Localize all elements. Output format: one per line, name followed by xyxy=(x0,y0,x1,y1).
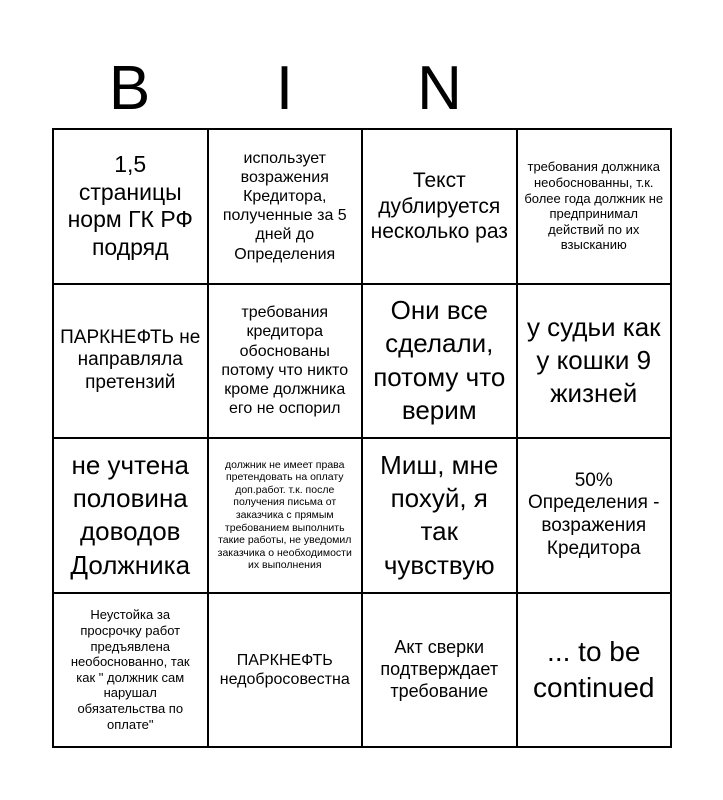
bingo-cell-text: Неустойка за просрочку работ предъявлена необоснованно, так как " должник сам нарушал обязательства по оплате" xyxy=(70,607,190,732)
bingo-cell[interactable] xyxy=(209,439,364,594)
bingo-header xyxy=(52,50,672,128)
header-letter-g xyxy=(517,50,672,128)
bingo-cell-text: у судьи как у кошки 9 жизней xyxy=(526,311,661,409)
bingo-cell[interactable] xyxy=(363,285,518,440)
bingo-cell[interactable] xyxy=(209,594,364,749)
bingo-cell[interactable] xyxy=(209,285,364,440)
bingo-cell-text: Акт сверки подтверждает требование xyxy=(380,637,499,701)
header-letter-n: N xyxy=(417,54,462,123)
bingo-cell-text: требования должника необоснованны, т.к. более года должник не предпринимал действий по их взысканию xyxy=(524,159,664,253)
bingo-cell[interactable] xyxy=(518,594,673,749)
bingo-cell[interactable] xyxy=(54,285,209,440)
bingo-cell-text: ПАРКНЕФТЬ недобросовестна xyxy=(219,651,350,688)
bingo-cell[interactable] xyxy=(209,130,364,285)
bingo-cell[interactable] xyxy=(518,439,673,594)
bingo-cell[interactable] xyxy=(54,594,209,749)
bingo-cell-text: Миш, мне похуй, я так чувствую xyxy=(380,449,499,580)
bingo-cell[interactable] xyxy=(363,439,518,594)
bingo-cell-text: ... to be continued xyxy=(533,635,655,703)
bingo-cell[interactable] xyxy=(54,439,209,594)
bingo-cell-text: 50% Определения - возражения Кредитора xyxy=(528,469,660,560)
bingo-cell[interactable] xyxy=(518,285,673,440)
bingo-cell[interactable] xyxy=(363,130,518,285)
header-letter-i: I xyxy=(275,54,294,123)
bingo-cell-text: Текст дублируется несколько раз xyxy=(370,169,508,243)
header-letter-b: B xyxy=(108,54,151,123)
bingo-cell-text: не учтена половина доводов Должника xyxy=(70,449,191,580)
bingo-cell[interactable] xyxy=(518,130,673,285)
bingo-cell-text: использует возражения Кредитора, полученные за 5 дней до Определения xyxy=(222,149,347,263)
bingo-cell-text: 1,5 страницы норм ГК РФ подряд xyxy=(67,151,193,260)
bingo-cell[interactable] xyxy=(54,130,209,285)
bingo-cell[interactable] xyxy=(363,594,518,749)
bingo-grid xyxy=(52,128,672,748)
bingo-cell-text: должник не имеет права претендовать на оплату доп.работ. т.к. после получения письма от заказчика с прямым требованием выполнить такие работы, не уведомил заказчика о необходимости их выполнения xyxy=(217,458,352,572)
bingo-cell-text: ПАРКНЕФТЬ не направляла претензий xyxy=(60,326,201,394)
bingo-cell-text: Они все сделали, потому что верим xyxy=(373,295,506,426)
bingo-cell-text: требования кредитора обоснованы потому что никто кроме должника его не оспорил xyxy=(221,304,349,418)
